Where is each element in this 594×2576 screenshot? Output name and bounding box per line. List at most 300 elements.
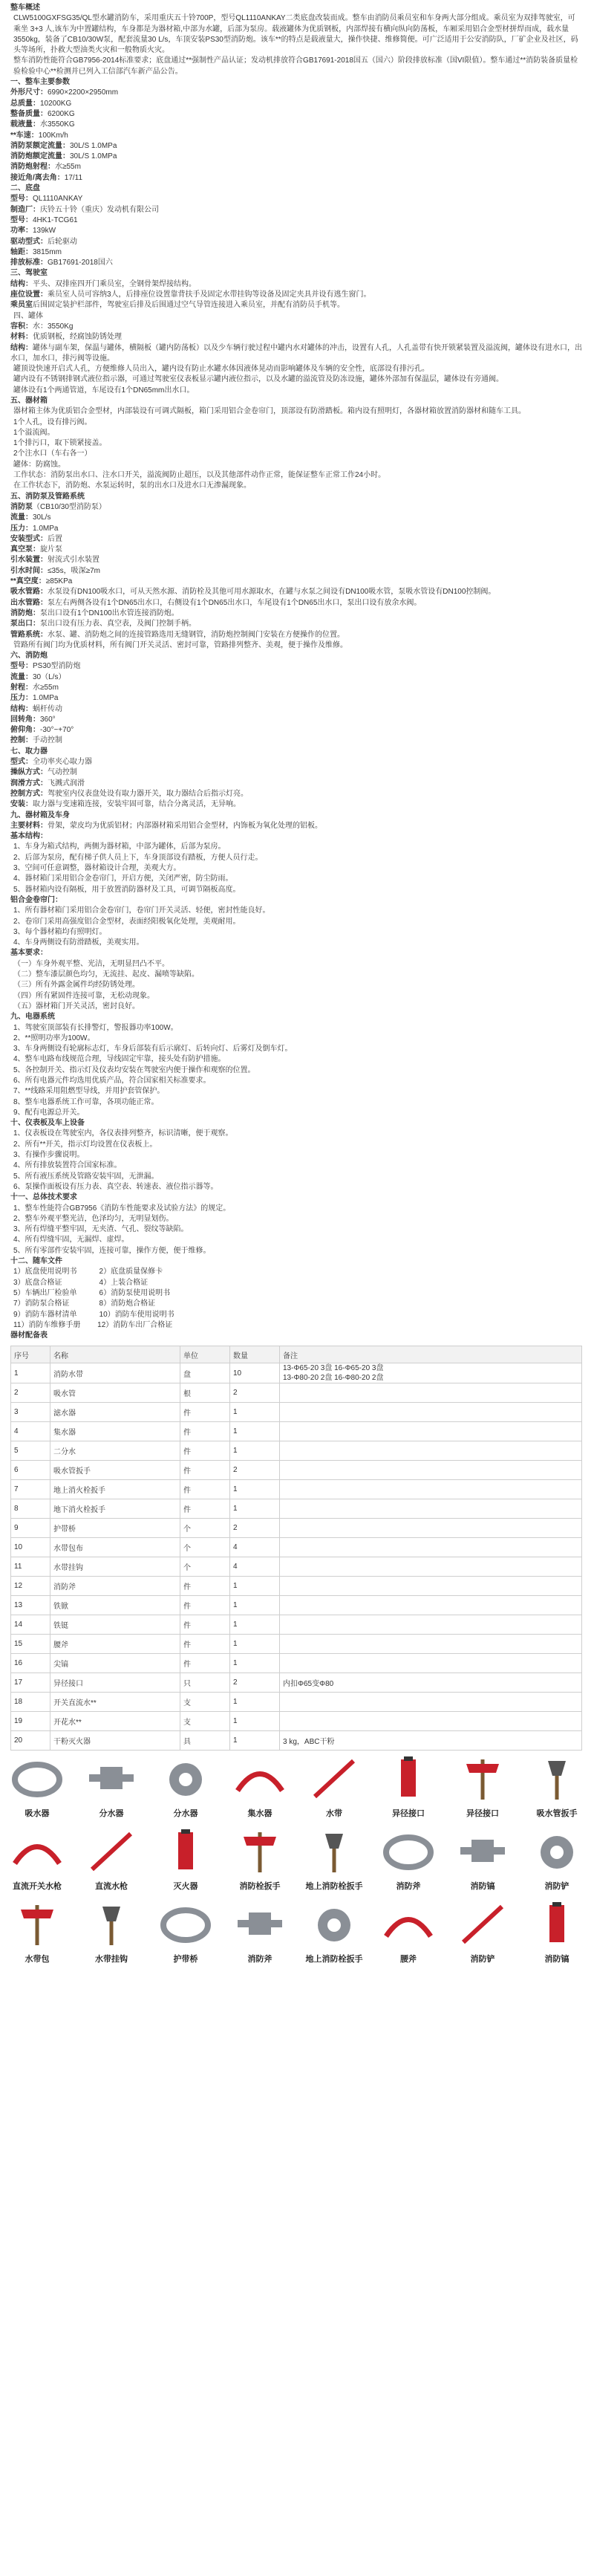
doc-label: 六、消防炮	[10, 652, 48, 661]
doc-line	[10, 279, 582, 290]
equipment-icon	[156, 1899, 215, 1950]
equipment-icon	[7, 1899, 67, 1950]
doc-line	[10, 853, 582, 863]
equipment-photo	[297, 1899, 371, 1970]
equipment-caption: 护带桥	[173, 1955, 198, 1965]
cell-no: 5	[11, 1441, 50, 1461]
cell-name: 护带桥	[50, 1519, 180, 1538]
doc-line	[10, 226, 582, 236]
doc-text: CLW5100GXFSG35/QL型水罐消防车，采用重庆五十铃700P，型号QL1110ANKAY二类底盘改装而成。整车由消防员乘员室和车身两大部分组成。乘员室为双排驾驶室，可乘坐 3+3 人,该车为中置罐结构，车身都是为器材箱,中部为水罐，后部为泵房。载液罐体为优质钢板，内部焊接有横向纵向防荡板，车厢采用铝合金型材拼焊而成，载水量3550kg，装备了CB10/30W泵，配套流量30 L/s，车顶安装PS30型消防炮。该车**的特点是载液量大，操作快捷、维修简便。可广泛适用于公安消防队，厂矿企业及社区，码头等场所，扑救大型油类火灾和一般物质火灾。	[13, 14, 578, 55]
doc-text: 2、所有**开关，指示灯均设置在仪表板上。	[13, 1140, 157, 1149]
doc-label: 俯仰角：	[10, 726, 40, 735]
doc-text: 手动控制	[33, 736, 62, 745]
cell-name: 吸水管	[50, 1383, 180, 1403]
doc-line	[10, 577, 582, 587]
doc-line	[10, 683, 582, 693]
doc-label: 乘员室	[10, 301, 33, 310]
doc-line	[10, 481, 582, 491]
doc-line	[10, 895, 582, 906]
doc-line	[10, 938, 582, 948]
doc-label: 引水时间：	[10, 566, 48, 575]
doc-text: 2个注水口（车右各一）	[13, 450, 92, 458]
equipment-caption: 吸水器	[25, 1809, 50, 1819]
cell-qty: 1	[230, 1441, 280, 1461]
doc-label: 流量：	[10, 513, 33, 522]
doc-line	[10, 672, 582, 683]
doc-line	[10, 1235, 582, 1245]
doc-line	[10, 1086, 582, 1097]
doc-line	[10, 300, 582, 311]
equipment-caption: 消防斧	[247, 1955, 272, 1965]
equipment-photo	[223, 1899, 297, 1970]
equipment-icon	[304, 1753, 364, 1804]
equipment-photo	[223, 1753, 297, 1825]
doc-line	[10, 1097, 582, 1108]
cell-unit: 件	[180, 1635, 230, 1654]
table-row	[11, 1441, 582, 1461]
cell-remark	[280, 1461, 582, 1480]
table-row	[11, 1422, 582, 1441]
doc-line	[10, 1129, 582, 1139]
doc-line	[10, 747, 582, 757]
cell-unit: 个	[180, 1538, 230, 1557]
doc-label: 真空泵：	[10, 545, 40, 554]
doc-line	[10, 290, 582, 300]
doc-label: 十一、总体技术要求	[10, 1193, 77, 1202]
doc-text: （CB10/30型消防泵）	[33, 502, 106, 511]
cell-unit: 盘	[180, 1363, 230, 1383]
doc-text: 罐体：防腐蚀。	[13, 460, 65, 469]
cell-remark	[280, 1480, 582, 1499]
doc-line	[10, 1278, 582, 1288]
doc-line	[10, 374, 582, 385]
doc-label: 轴距：	[10, 247, 33, 256]
doc-line	[10, 364, 582, 374]
equipment-photo	[148, 1753, 223, 1825]
doc-label: 型号：	[10, 662, 33, 671]
doc-label: 九、器材箱及车身	[10, 811, 70, 820]
doc-line	[10, 640, 582, 651]
doc-text: 4HK1-TCG61	[33, 215, 78, 224]
cell-name: 吸水管扳手	[50, 1461, 180, 1480]
doc-text: PS30型消防炮	[33, 662, 81, 671]
doc-text: 气动控制	[48, 768, 77, 777]
doc-text: 器材箱主体为优质铝合金型材，内部装设有可调式隔板，箱门采用铝合金卷帘门，顶部设有防滑踏板。箱内设有照明灯，各器材箱放置消防器材和随车工具。	[13, 407, 526, 416]
doc-line	[10, 343, 582, 365]
doc-line	[10, 152, 582, 162]
cell-qty: 1	[230, 1615, 280, 1635]
cell-no: 13	[11, 1596, 50, 1615]
cell-no: 1	[11, 1363, 50, 1383]
equipment-icon	[82, 1899, 141, 1950]
cell-unit: 件	[180, 1499, 230, 1519]
equipment-table	[10, 1346, 582, 1751]
doc-text: 水：3550Kg	[33, 322, 74, 331]
cell-name: 二分水	[50, 1441, 180, 1461]
equipment-photo	[371, 1826, 446, 1898]
doc-label: 吸水管路：	[10, 588, 48, 597]
equipment-caption: 腰斧	[400, 1955, 417, 1965]
doc-line	[10, 205, 582, 215]
doc-label: 型号：	[10, 215, 33, 224]
doc-line	[10, 693, 582, 704]
doc-line	[10, 927, 582, 938]
equipment-caption: 消防栓扳手	[239, 1882, 281, 1892]
cell-remark	[280, 1538, 582, 1557]
equipment-caption: 消防铲	[470, 1955, 495, 1965]
doc-line	[10, 609, 582, 619]
cell-no: 10	[11, 1538, 50, 1557]
doc-line	[10, 811, 582, 821]
cell-no: 18	[11, 1693, 50, 1712]
cell-remark	[280, 1577, 582, 1596]
doc-label: 消防炮射程：	[10, 163, 55, 172]
doc-line	[10, 768, 582, 778]
equipment-icon	[304, 1899, 364, 1950]
cell-name: 集水器	[50, 1422, 180, 1441]
cell-no: 12	[11, 1577, 50, 1596]
equipment-photo	[223, 1826, 297, 1898]
doc-line	[10, 917, 582, 927]
equipment-photo	[74, 1899, 148, 1970]
doc-label: 三、驾驶室	[10, 269, 48, 278]
equipment-caption: 地上消防栓扳手	[305, 1955, 363, 1965]
doc-line	[10, 661, 582, 672]
doc-label: 外形尺寸：	[10, 88, 48, 97]
cell-no: 11	[11, 1557, 50, 1577]
doc-line	[10, 237, 582, 247]
doc-line	[10, 534, 582, 545]
doc-label: 材料：	[10, 333, 33, 342]
cell-qty: 2	[230, 1383, 280, 1403]
col-header-unit: 单位	[180, 1346, 230, 1363]
cell-name: 滤水器	[50, 1403, 180, 1422]
doc-line	[10, 1044, 582, 1054]
doc-text: 1.0MPa	[33, 694, 59, 703]
doc-label: 消防炮：	[10, 609, 40, 617]
doc-label: 结构：	[10, 279, 33, 288]
doc-label: 五、器材箱	[10, 396, 48, 405]
equipment-icon	[304, 1826, 364, 1877]
doc-line	[10, 980, 582, 990]
doc-label: 消防泵	[10, 502, 33, 511]
cell-remark	[280, 1596, 582, 1615]
doc-text: （一）车身外观平整、光洁，无明显凹凸不平。	[13, 959, 169, 968]
doc-text: 驾驶室内仪表盘处设有取力器开关，取力器结合后指示灯亮。	[48, 789, 248, 798]
doc-line	[10, 704, 582, 715]
doc-text: 3、有操作步骤说明。	[13, 1151, 85, 1160]
cell-name: 干粉灭火器	[50, 1731, 180, 1751]
cell-qty: 2	[230, 1461, 280, 1480]
doc-text: 30（L/s）	[33, 672, 66, 681]
doc-line	[10, 1076, 582, 1086]
doc-text: 4、所有焊缝牢固，无漏焊、虚焊。	[13, 1236, 129, 1245]
table-row	[11, 1363, 582, 1383]
doc-text: 水泵设有DN100吸水口，可从天然水源、消防栓及其他可用水源取水，在罐与水泵之间设有DN100吸水管，泵吸水管设有DN100控制阀。	[48, 588, 496, 597]
cell-remark	[280, 1693, 582, 1712]
equipment-photo	[74, 1753, 148, 1825]
doc-label: 接近角/离去角：	[10, 173, 65, 182]
doc-line	[10, 449, 582, 459]
doc-line	[10, 725, 582, 736]
doc-text: 4、器材箱门采用铝合金卷帘门，开启方便，关闭严密，防尘防雨。	[13, 875, 233, 883]
cell-unit: 个	[180, 1519, 230, 1538]
equipment-photo	[0, 1899, 74, 1970]
doc-label: 泵出口：	[10, 620, 40, 629]
doc-line	[10, 99, 582, 109]
cell-remark: 3 kg，ABC干粉	[280, 1731, 582, 1751]
doc-label: 七、取力器	[10, 747, 48, 756]
doc-text: 水≥55m	[33, 684, 59, 692]
doc-text: 后围固定装护栏部件，驾驶室后排及后围通过空气导管连接进入乘员室，并配有消防员手机等。	[33, 301, 345, 310]
doc-text: 旋片泵	[40, 545, 62, 554]
doc-text: 8、整车电器系统工作可靠，各项功能正常。	[13, 1097, 159, 1106]
doc-text: 9）消防车器材清单 10）消防车使用说明书	[13, 1310, 174, 1319]
doc-label: **真空度：	[10, 577, 46, 586]
doc-line	[10, 970, 582, 980]
cell-remark	[280, 1635, 582, 1654]
doc-line	[10, 88, 582, 98]
equipment-caption: 水带挂钩	[95, 1955, 128, 1965]
doc-line	[10, 268, 582, 279]
cell-remark	[280, 1654, 582, 1673]
doc-line	[10, 13, 582, 56]
doc-line	[10, 1310, 582, 1320]
cell-name: 腰斧	[50, 1635, 180, 1654]
doc-line	[10, 1182, 582, 1193]
doc-text: 7、**线路采用阻燃型导线，并用护套管保护。	[13, 1087, 165, 1096]
doc-line	[10, 332, 582, 343]
doc-line	[10, 1172, 582, 1182]
equipment-icon	[379, 1753, 438, 1804]
doc-line	[10, 906, 582, 916]
col-header-name: 名称	[50, 1346, 180, 1363]
doc-label: 安装型式：	[10, 534, 48, 543]
doc-line	[10, 1012, 582, 1022]
doc-label: 座位设置：	[10, 291, 48, 299]
doc-text: 1个人孔，设有排污阀。	[13, 418, 92, 426]
doc-line	[10, 1108, 582, 1118]
cell-qty: 1	[230, 1693, 280, 1712]
doc-text: 整车消防性能符合GB7956-2014标准要求；底盘通过**强制性产品认证；发动机排放符合GB17691-2018国五（国六）阶段排放标准（国VI限值）。整车通过**消防装备质量检验检验中心**检测并已列入工信部汽车新产品公告。	[13, 56, 578, 76]
doc-line	[10, 1161, 582, 1171]
doc-line	[10, 1002, 582, 1012]
doc-text: 1、所有器材箱门采用铝合金卷帘门，卷帘门开关灵活、轻便，密封性能良好。	[13, 906, 270, 915]
doc-line	[10, 1034, 582, 1044]
equipment-caption: 灭火器	[173, 1882, 198, 1892]
col-header-remark: 备注	[280, 1346, 582, 1363]
cell-name: 水带包布	[50, 1538, 180, 1557]
doc-label: 功率：	[10, 227, 33, 236]
doc-text: 1、仪表板设在驾驶室内，各仪表排列整齐，标识清晰，便于观察。	[13, 1129, 233, 1138]
cell-remark	[280, 1557, 582, 1577]
doc-text: 水3550KG	[40, 120, 75, 129]
equipment-icon	[82, 1826, 141, 1877]
table-row	[11, 1383, 582, 1403]
equipment-caption: 消防斧	[396, 1882, 421, 1892]
cell-qty: 1	[230, 1403, 280, 1422]
doc-line	[10, 513, 582, 523]
cell-no: 16	[11, 1654, 50, 1673]
doc-text: 5、所有零部件安装牢固，连接可靠，操作方便，便于维修。	[13, 1246, 211, 1255]
doc-text: 1、整车性能符合GB7956《消防车性能要求及试验方法》的规定。	[13, 1204, 231, 1213]
doc-text: （二）整车漆层颜色均匀，无流挂、起皮、漏喷等缺陷。	[13, 970, 199, 979]
doc-label: 消防泵额定流量：	[10, 141, 70, 150]
doc-line	[10, 1204, 582, 1214]
equipment-photo	[148, 1826, 223, 1898]
doc-line	[10, 247, 582, 258]
cell-remark	[280, 1519, 582, 1538]
doc-label: 整备质量：	[10, 109, 48, 118]
doc-line	[10, 418, 582, 428]
doc-label: 排放标准：	[10, 259, 48, 267]
doc-line	[10, 651, 582, 661]
equipment-caption: 吸水管扳手	[536, 1809, 578, 1819]
doc-label: 总质量：	[10, 99, 40, 108]
doc-text: 5）车辆出厂检验单 6）消防泵使用说明书	[13, 1288, 171, 1297]
doc-line	[10, 545, 582, 555]
table-header-row	[11, 1346, 582, 1363]
doc-line	[10, 1214, 582, 1224]
cell-qty: 1	[230, 1596, 280, 1615]
table-row	[11, 1731, 582, 1751]
cell-remark	[280, 1422, 582, 1441]
doc-text: 1）底盘使用说明书 2）底盘质量保修卡	[13, 1268, 163, 1276]
doc-line	[10, 56, 582, 77]
equipment-caption: 分水器	[173, 1809, 198, 1819]
equipment-photo	[520, 1826, 594, 1898]
equipment-icon	[7, 1826, 67, 1877]
doc-line	[10, 524, 582, 534]
doc-line	[10, 141, 582, 152]
cell-no: 2	[11, 1383, 50, 1403]
doc-text: 水≥55m	[55, 163, 81, 172]
table-row	[11, 1673, 582, 1693]
doc-line	[10, 789, 582, 799]
cell-qty: 1	[230, 1654, 280, 1673]
doc-line	[10, 555, 582, 565]
cell-unit: 件	[180, 1480, 230, 1499]
doc-line	[10, 1054, 582, 1065]
doc-text: 泵出口设有压力表、真空表，及阀门控制手柄。	[40, 620, 196, 629]
doc-line	[10, 598, 582, 609]
equipment-icon	[230, 1899, 290, 1950]
doc-line	[10, 322, 582, 332]
equipment-photo	[446, 1826, 520, 1898]
doc-text: （四）所有紧固件连接可靠，无松动现象。	[13, 991, 154, 1000]
cell-qty: 4	[230, 1538, 280, 1557]
doc-line	[10, 1224, 582, 1235]
equipment-photo	[446, 1753, 520, 1825]
table-row	[11, 1596, 582, 1615]
equipment-icon	[453, 1753, 512, 1804]
doc-line	[10, 492, 582, 502]
cell-unit: 件	[180, 1615, 230, 1635]
cell-name: 水带挂钩	[50, 1557, 180, 1577]
cell-no: 15	[11, 1635, 50, 1654]
equipment-icon	[156, 1826, 215, 1877]
equipment-icon	[453, 1899, 512, 1950]
doc-label: 润滑方式：	[10, 779, 48, 788]
table-row	[11, 1403, 582, 1422]
doc-line	[10, 831, 582, 842]
equipment-icon	[453, 1826, 512, 1877]
table-row	[11, 1712, 582, 1731]
doc-line	[10, 1140, 582, 1150]
doc-label: 管路系统：	[10, 630, 48, 639]
equipment-photo	[446, 1899, 520, 1970]
doc-line	[10, 311, 582, 322]
cell-no: 9	[11, 1519, 50, 1538]
doc-text: 2、卷帘门采用高强度铝合金型材，表面经阳极氧化处理，美观耐用。	[13, 917, 241, 926]
doc-line	[10, 874, 582, 884]
doc-label: 驱动型式：	[10, 237, 48, 246]
doc-text: 取力器与变速箱连接，安装牢固可靠，结合分离灵活，无异响。	[33, 800, 241, 809]
equipment-caption: 消防镐	[544, 1955, 569, 1965]
cell-unit: 件	[180, 1422, 230, 1441]
doc-text: 平头、双排座四开门乘员室，全钢骨架焊接结构。	[33, 279, 196, 288]
cell-name: 异径接口	[50, 1673, 180, 1693]
table-row	[11, 1577, 582, 1596]
doc-text: 工作状态：消防泵出水口、注水口开关，溢流阀防止超压，以及其他部件动作正常，能保证整车正常工作24小时。	[13, 471, 386, 480]
cell-no: 17	[11, 1673, 50, 1693]
doc-text: （五）器材箱门开关灵活，密封良好。	[13, 1002, 140, 1010]
equipment-caption: 直流水枪	[95, 1882, 128, 1892]
doc-line	[10, 779, 582, 789]
doc-line	[10, 215, 582, 226]
cell-qty: 2	[230, 1673, 280, 1693]
equipment-icon	[379, 1826, 438, 1877]
doc-text: 泵左右两侧各设有1个DN65出水口，右侧设有1个DN65出水口，车尾设有1个DN65出水口，泵出口设有放余水阀。	[48, 598, 422, 607]
doc-line	[10, 821, 582, 831]
table-row	[11, 1693, 582, 1712]
doc-text: 2、**照明功率为100W。	[13, 1034, 95, 1042]
doc-line	[10, 1299, 582, 1309]
doc-line	[10, 757, 582, 768]
doc-label: 结构：	[10, 704, 33, 713]
doc-line	[10, 428, 582, 438]
cell-unit: 件	[180, 1577, 230, 1596]
doc-text: 100Km/h	[38, 131, 68, 140]
equipment-photo	[148, 1899, 223, 1970]
doc-line	[10, 3, 582, 13]
cell-unit: 件	[180, 1441, 230, 1461]
doc-line	[10, 1331, 582, 1341]
doc-text: 6、所有电器元件均选用优质产品，符合国家相关标准要求。	[13, 1076, 211, 1085]
table-row	[11, 1499, 582, 1519]
doc-label: 安装：	[10, 800, 33, 809]
doc-text: 罐内设有不锈钢排钢式液位指示器，可通过驾驶室仪表板显示罐内液位指示，以及水罐的溢流管及防冻设施，罐体外部加有保温层，罐体设有旁通阀。	[13, 375, 503, 384]
doc-text: -30°~+70°	[40, 726, 74, 735]
table-row	[11, 1519, 582, 1538]
cell-no: 7	[11, 1480, 50, 1499]
cell-remark	[280, 1383, 582, 1403]
doc-text: 罐体与副车架，保温与罐体，横隔板（罐内防荡板）以及少车辆行驶过程中罐内水对罐体的冲击，设置有人孔，人孔盖带有快开锁紧装置及溢流阀，罐体设有进水口，出水口，加水口，排污阀等设施。	[10, 343, 582, 363]
doc-text: ≥85KPa	[45, 577, 73, 586]
doc-line	[10, 258, 582, 268]
doc-line	[10, 109, 582, 120]
cell-qty: 4	[230, 1557, 280, 1577]
doc-label: 铝合金卷帘门：	[10, 895, 62, 904]
cell-qty: 1	[230, 1712, 280, 1731]
doc-text: 后轮驱动	[48, 237, 77, 246]
cell-qty: 1	[230, 1635, 280, 1654]
doc-label: 压力：	[10, 524, 33, 533]
equipment-caption: 消防镐	[470, 1882, 495, 1892]
doc-line	[10, 1193, 582, 1203]
cell-no: 3	[11, 1403, 50, 1422]
cell-name: 消防斧	[50, 1577, 180, 1596]
